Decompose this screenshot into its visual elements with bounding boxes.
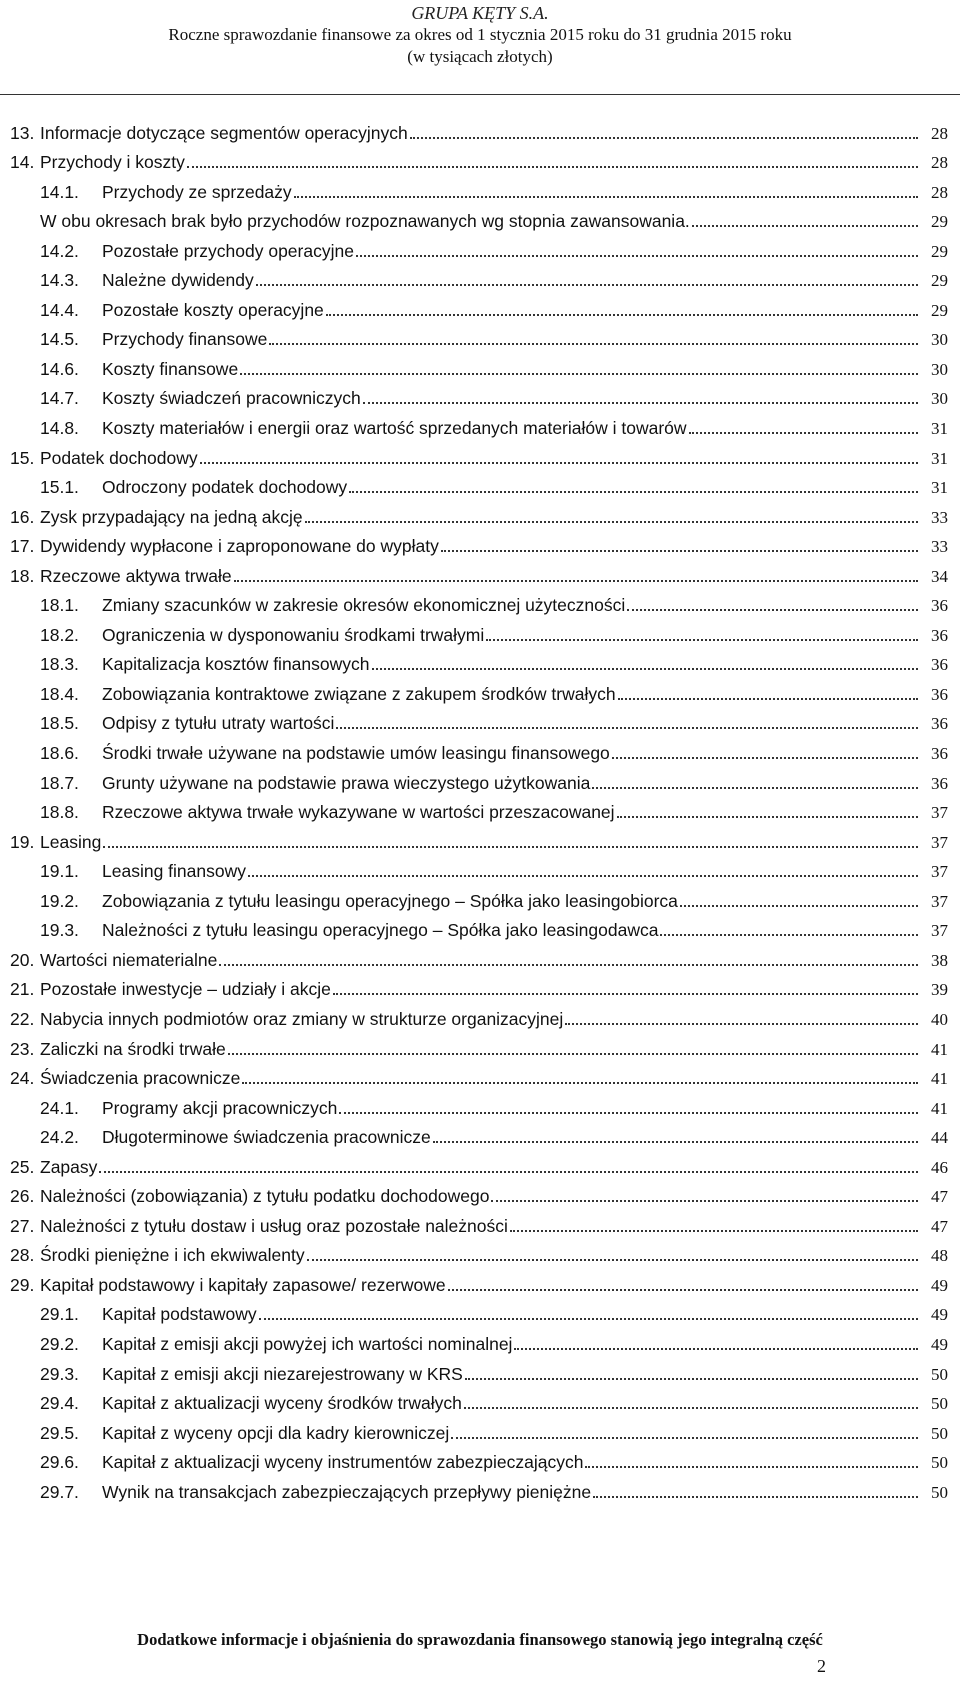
toc-entry[interactable] (10, 1207, 948, 1237)
toc-entry-number: 14. (10, 152, 35, 173)
toc-entry-page: 49 (931, 1275, 948, 1295)
toc-entry[interactable] (10, 734, 948, 764)
toc-dot-leader (372, 668, 919, 670)
toc-entry-page: 50 (931, 1394, 948, 1414)
toc-dot-leader (618, 698, 918, 700)
toc-entry-title: Zobowiązania z tytułu leasingu operacyjnego – Spółka jako leasingobiorca (102, 890, 678, 911)
toc-entry-number: 20. (10, 949, 35, 970)
toc-entry-title: Należne dywidendy (102, 270, 254, 291)
toc-entry-number: 29.7. (40, 1481, 79, 1502)
toc-dot-leader (585, 1466, 918, 1468)
toc-dot-leader (259, 1318, 918, 1320)
toc-entry-title: Wynik na transakcjach zabezpieczających przepływy pieniężne (102, 1481, 592, 1502)
toc-dot-leader (356, 255, 918, 257)
toc-entry-page: 41 (931, 1039, 948, 1059)
toc-entry[interactable] (10, 764, 948, 794)
toc-dot-leader (680, 905, 918, 907)
toc-dot-leader (451, 1437, 918, 1439)
toc-dot-leader (200, 462, 918, 464)
toc-entry[interactable] (10, 646, 948, 676)
toc-entry-title: Świadczenia pracownicze (40, 1068, 241, 1089)
toc-entry-page: 46 (931, 1157, 948, 1177)
toc-entry-number: 14.6. (40, 358, 79, 379)
toc-dot-leader (99, 1171, 918, 1173)
toc-entry-title: W obu okresach brak było przychodów rozpoznawanych wg stopnia zawansowania. (40, 211, 690, 232)
toc-entry-number: 29.4. (40, 1393, 79, 1414)
toc-entry-title: Środki pieniężne i ich ekwiwalenty (40, 1245, 305, 1266)
toc-entry[interactable] (10, 823, 948, 853)
toc-dot-leader (269, 343, 918, 345)
toc-entry-title: Zobowiązania kontraktowe związane z zakupem środków trwałych (102, 683, 616, 704)
toc-entry-number: 25. (10, 1156, 35, 1177)
toc-entry-title: Przychody ze sprzedaży (102, 181, 292, 202)
toc-entry-title: Kapitał z aktualizacji wyceny środków trwałych (102, 1393, 462, 1414)
toc-entry[interactable] (10, 882, 948, 912)
toc-entry-title: Przychody finansowe (102, 329, 268, 350)
toc-entry-page: 30 (931, 389, 948, 409)
toc-dot-leader (465, 1378, 918, 1380)
toc-dot-leader (627, 609, 918, 611)
toc-entry-page: 38 (931, 950, 948, 970)
toc-entry-title: Przychody i koszty (40, 152, 185, 173)
toc-entry[interactable] (10, 203, 948, 233)
toc-entry-number: 18.8. (40, 802, 79, 823)
toc-dot-leader (510, 1230, 918, 1232)
toc-dot-leader (248, 875, 918, 877)
toc-entry-page: 31 (931, 448, 948, 468)
toc-entry-number: 24.2. (40, 1127, 79, 1148)
header-divider (0, 94, 960, 95)
toc-dot-leader (433, 1141, 918, 1143)
toc-entry[interactable] (10, 675, 948, 705)
toc-entry-page: 36 (931, 625, 948, 645)
toc-entry[interactable] (10, 1148, 948, 1178)
toc-entry[interactable] (10, 941, 948, 971)
toc-entry[interactable] (10, 971, 948, 1001)
toc-entry-page: 29 (931, 241, 948, 261)
toc-entry-page: 28 (931, 182, 948, 202)
toc-entry[interactable] (10, 173, 948, 203)
toc-entry[interactable] (10, 321, 948, 351)
toc-entry-page: 34 (931, 566, 948, 586)
toc-entry[interactable] (10, 469, 948, 499)
toc-entry-page: 37 (931, 803, 948, 823)
toc-entry-number: 29.6. (40, 1452, 79, 1473)
table-of-contents (10, 114, 948, 1503)
toc-dot-leader (491, 1200, 918, 1202)
toc-dot-leader (592, 787, 918, 789)
toc-entry[interactable] (10, 1178, 948, 1208)
toc-entry[interactable] (10, 616, 948, 646)
toc-entry-title: Kapitalizacja kosztów finansowych (102, 654, 370, 675)
toc-entry-title: Kapitał z emisji akcji powyżej ich wartości nominalnej (102, 1333, 513, 1354)
toc-entry-title: Ograniczenia w dysponowaniu środkami trwałymi (102, 624, 485, 645)
toc-entry-title: Odroczony podatek dochodowy (102, 477, 348, 498)
toc-entry-title: Należności z tytułu dostaw i usług oraz pozostałe należności (40, 1215, 508, 1236)
toc-entry[interactable] (10, 705, 948, 735)
toc-dot-leader (464, 1407, 918, 1409)
toc-entry-title: Grunty używane na podstawie prawa wieczystego użytkowania (102, 772, 591, 793)
toc-entry-number: 26. (10, 1186, 35, 1207)
toc-entry[interactable] (10, 114, 948, 144)
toc-entry-page: 50 (931, 1364, 948, 1384)
toc-entry-page: 44 (931, 1128, 948, 1148)
toc-entry-number: 18.1. (40, 595, 79, 616)
toc-entry-title: Podatek dochodowy (40, 447, 198, 468)
toc-dot-leader (660, 934, 918, 936)
toc-entry-page: 49 (931, 1305, 948, 1325)
toc-dot-leader (242, 1082, 918, 1084)
toc-entry[interactable] (10, 1473, 948, 1503)
toc-entry[interactable] (10, 1444, 948, 1474)
toc-dot-leader (612, 757, 918, 759)
toc-entry-number: 27. (10, 1215, 35, 1236)
document-header (0, 0, 960, 68)
toc-entry-page: 37 (931, 862, 948, 882)
toc-dot-leader (565, 1023, 918, 1025)
toc-entry[interactable] (10, 498, 948, 528)
toc-entry-number: 29.3. (40, 1363, 79, 1384)
toc-dot-leader (240, 373, 918, 375)
toc-entry-number: 15. (10, 447, 35, 468)
toc-entry[interactable] (10, 262, 948, 292)
toc-entry[interactable] (10, 1414, 948, 1444)
toc-entry-number: 19.2. (40, 890, 79, 911)
toc-entry-title: Koszty materiałów i energii oraz wartość sprzedanych materiałów i towarów (102, 418, 687, 439)
toc-dot-leader (187, 166, 918, 168)
toc-entry-title: Dywidendy wypłacone i zaproponowane do wypłaty (40, 536, 439, 557)
toc-dot-leader (326, 314, 918, 316)
toc-dot-leader (103, 846, 918, 848)
toc-dot-leader (339, 1112, 918, 1114)
toc-entry[interactable] (10, 409, 948, 439)
toc-dot-leader (228, 1053, 918, 1055)
toc-entry-page: 31 (931, 419, 948, 439)
toc-entry-page: 29 (931, 300, 948, 320)
toc-dot-leader (307, 1259, 918, 1261)
toc-entry[interactable] (10, 232, 948, 262)
toc-entry-page: 47 (931, 1216, 948, 1236)
toc-entry-page: 47 (931, 1187, 948, 1207)
toc-entry[interactable] (10, 1030, 948, 1060)
toc-entry-number: 13. (10, 122, 35, 143)
toc-entry-title: Pozostałe przychody operacyjne (102, 240, 354, 261)
toc-entry-page: 31 (931, 478, 948, 498)
toc-dot-leader (441, 550, 918, 552)
toc-entry-page: 36 (931, 684, 948, 704)
toc-entry-page: 36 (931, 773, 948, 793)
toc-entry-number: 29. (10, 1274, 35, 1295)
toc-entry[interactable] (10, 528, 948, 558)
toc-entry-title: Należności z tytułu leasingu operacyjnego – Spółka jako leasingodawca (102, 920, 659, 941)
toc-entry-page: 29 (931, 212, 948, 232)
toc-entry-number: 19.3. (40, 920, 79, 941)
toc-entry[interactable] (10, 1089, 948, 1119)
toc-entry-title: Koszty finansowe (102, 358, 239, 379)
toc-entry[interactable] (10, 1296, 948, 1326)
toc-entry-number: 29.2. (40, 1333, 79, 1354)
toc-entry-title: Pozostałe inwestycje – udziały i akcje (40, 979, 331, 1000)
toc-entry-page: 50 (931, 1482, 948, 1502)
toc-entry-page: 40 (931, 1009, 948, 1029)
report-title: Roczne sprawozdanie finansowe za okres od 1 stycznia 2015 roku do 31 grudnia 2015 roku (168, 25, 792, 44)
toc-dot-leader (514, 1348, 918, 1350)
toc-entry-title: Długoterminowe świadczenia pracownicze (102, 1127, 431, 1148)
toc-entry[interactable] (10, 1385, 948, 1415)
toc-entry[interactable] (10, 291, 948, 321)
toc-entry-title: Kapitał z aktualizacji wyceny instrumentów zabezpieczających (102, 1452, 584, 1473)
toc-dot-leader (593, 1496, 918, 1498)
toc-entry[interactable] (10, 1266, 948, 1296)
toc-dot-leader (363, 402, 918, 404)
toc-entry-title: Zapasy (40, 1156, 98, 1177)
toc-entry-number: 14.7. (40, 388, 79, 409)
toc-entry-number: 24. (10, 1068, 35, 1089)
toc-dot-leader (617, 816, 918, 818)
toc-entry-page: 41 (931, 1098, 948, 1118)
toc-entry-page: 48 (931, 1246, 948, 1266)
footer-note: Dodatkowe informacje i objaśnienia do sprawozdania finansowego stanowią jego integralną część (137, 1630, 823, 1649)
company-name: GRUPA KĘTY S.A. (411, 3, 549, 23)
toc-entry-number: 18.4. (40, 683, 79, 704)
page-number: 2 (817, 1656, 826, 1676)
toc-entry[interactable] (10, 1237, 948, 1267)
toc-entry-title: Odpisy z tytułu utraty wartości (102, 713, 335, 734)
toc-entry-title: Wartości niematerialne (40, 949, 218, 970)
toc-entry-number: 18.6. (40, 743, 79, 764)
toc-entry-title: Środki trwałe używane na podstawie umów leasingu finansowego (102, 743, 610, 764)
toc-entry-number: 28. (10, 1245, 35, 1266)
toc-dot-leader (336, 727, 918, 729)
toc-entry-title: Programy akcji pracowniczych (102, 1097, 338, 1118)
toc-entry-page: 28 (931, 153, 948, 173)
toc-entry-number: 23. (10, 1038, 35, 1059)
toc-dot-leader (234, 580, 918, 582)
toc-entry[interactable] (10, 350, 948, 380)
toc-entry-number: 29.1. (40, 1304, 79, 1325)
toc-entry[interactable] (10, 439, 948, 469)
toc-dot-leader (349, 491, 918, 493)
toc-entry-page: 37 (931, 921, 948, 941)
toc-entry-page: 36 (931, 596, 948, 616)
toc-entry-number: 14.4. (40, 299, 79, 320)
toc-entry-page: 30 (931, 359, 948, 379)
toc-entry-number: 21. (10, 979, 35, 1000)
toc-entry-title: Koszty świadczeń pracowniczych (102, 388, 361, 409)
toc-entry-number: 24.1. (40, 1097, 79, 1118)
toc-entry[interactable] (10, 794, 948, 824)
toc-entry-page: 36 (931, 714, 948, 734)
toc-entry-number: 18.7. (40, 772, 79, 793)
toc-entry[interactable] (10, 1325, 948, 1355)
toc-dot-leader (305, 521, 918, 523)
toc-entry-title: Pozostałe koszty operacyjne (102, 299, 324, 320)
toc-dot-leader (256, 284, 918, 286)
toc-entry-title: Leasing (40, 831, 102, 852)
toc-dot-leader (448, 1289, 918, 1291)
toc-entry-title: Kapitał podstawowy i kapitały zapasowe/ rezerwowe (40, 1274, 446, 1295)
toc-entry-number: 16. (10, 506, 35, 527)
toc-entry-page: 37 (931, 891, 948, 911)
toc-entry[interactable] (10, 1000, 948, 1030)
toc-entry-number: 29.5. (40, 1422, 79, 1443)
toc-entry[interactable] (10, 1355, 948, 1385)
toc-dot-leader (219, 964, 918, 966)
toc-entry[interactable] (10, 1119, 948, 1149)
toc-entry-title: Kapitał z emisji akcji niezarejestrowany w KRS (102, 1363, 463, 1384)
toc-dot-leader (486, 639, 918, 641)
toc-entry-title: Zmiany szacunków w zakresie okresów ekonomicznej użyteczności (102, 595, 626, 616)
toc-entry[interactable] (10, 853, 948, 883)
toc-entry-number: 18.2. (40, 624, 79, 645)
toc-entry-title: Leasing finansowy (102, 861, 246, 882)
toc-entry-number: 14.8. (40, 418, 79, 439)
toc-entry-number: 14.2. (40, 240, 79, 261)
toc-entry-title: Kapitał podstawowy (102, 1304, 257, 1325)
toc-entry-page: 37 (931, 832, 948, 852)
toc-entry-number: 14.3. (40, 270, 79, 291)
toc-dot-leader (410, 137, 918, 139)
toc-entry-title: Rzeczowe aktywa trwałe (40, 565, 232, 586)
toc-entry-title: Należności (zobowiązania) z tytułu podatku dochodowego (40, 1186, 490, 1207)
toc-entry-title: Zysk przypadający na jedną akcję (40, 506, 303, 527)
toc-entry[interactable] (10, 144, 948, 174)
toc-entry-number: 18. (10, 565, 35, 586)
toc-entry-page: 28 (931, 123, 948, 143)
toc-dot-leader (294, 196, 918, 198)
toc-entry[interactable] (10, 912, 948, 942)
toc-entry-page: 33 (931, 507, 948, 527)
toc-entry-title: Nabycia innych podmiotów oraz zmiany w strukturze organizacyjnej (40, 1008, 564, 1029)
toc-dot-leader (333, 993, 918, 995)
toc-entry-page: 39 (931, 980, 948, 1000)
toc-entry-page: 33 (931, 537, 948, 557)
toc-entry-page: 36 (931, 744, 948, 764)
toc-entry-number: 18.3. (40, 654, 79, 675)
toc-entry-page: 50 (931, 1423, 948, 1443)
toc-entry-page: 29 (931, 271, 948, 291)
toc-entry-page: 49 (931, 1334, 948, 1354)
toc-entry-number: 14.1. (40, 181, 79, 202)
toc-entry-title: Informacje dotyczące segmentów operacyjnych (40, 122, 408, 143)
toc-entry-page: 41 (931, 1069, 948, 1089)
toc-entry-title: Rzeczowe aktywa trwałe wykazywane w wartości przeszacowanej (102, 802, 615, 823)
toc-entry-number: 19.1. (40, 861, 79, 882)
toc-entry-number: 19. (10, 831, 35, 852)
toc-entry-page: 30 (931, 330, 948, 350)
toc-entry[interactable] (10, 1060, 948, 1090)
report-units: (w tysiącach złotych) (407, 47, 553, 66)
toc-entry-number: 18.5. (40, 713, 79, 734)
toc-entry-number: 15.1. (40, 477, 79, 498)
toc-entry-number: 22. (10, 1008, 35, 1029)
toc-dot-leader (692, 225, 918, 227)
toc-dot-leader (689, 432, 918, 434)
toc-entry-page: 50 (931, 1453, 948, 1473)
toc-entry-page: 36 (931, 655, 948, 675)
toc-entry-number: 17. (10, 536, 35, 557)
toc-entry[interactable] (10, 380, 948, 410)
toc-entry-title: Zaliczki na środki trwałe (40, 1038, 226, 1059)
toc-entry[interactable] (10, 557, 948, 587)
toc-entry-title: Kapitał z wyceny opcji dla kadry kierowniczej (102, 1422, 450, 1443)
toc-entry[interactable] (10, 587, 948, 617)
toc-entry-number: 14.5. (40, 329, 79, 350)
